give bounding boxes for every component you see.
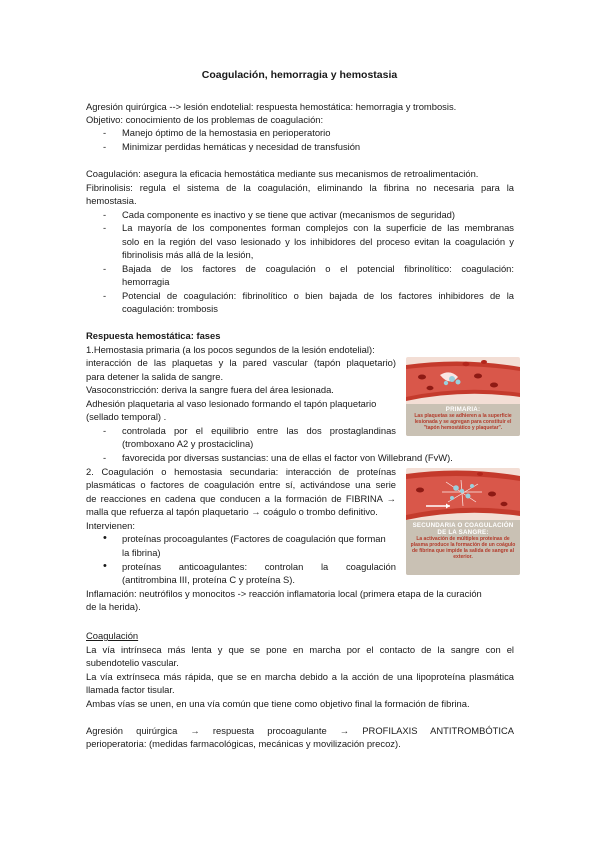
intrinsic-pathway-line: La vía intrínseca más lenta y que se pone en marcha por el contacto de la sangre con el — [86, 644, 514, 655]
intro-line: Agresión quirúrgica --> lesión endotelial: respuesta hemostática: hemorragia y trombosis. — [86, 101, 457, 112]
extrinsic-pathway-line: llamada factor tisular. — [86, 684, 175, 695]
vasoconstriction-line: Vasoconstricción: deriva la sangre fuera del área lesionada. — [86, 384, 334, 395]
secondary-hemostasis-illustration — [406, 468, 520, 575]
figure-caption-title: PRIMARIA: — [445, 406, 481, 413]
bullet-text: (tromboxano A2 y prostaciclina) — [122, 438, 254, 449]
figure-caption-text: Las plaquetas se adhieren a la superficie lesionada y se agregan para constituir el "tapón hemostático y plaquetar". — [414, 413, 512, 431]
phase1-line: interacción de las plaquetas y la pared vascular (tapón plaquetario) — [86, 357, 396, 368]
bullet-text: Minimizar perdidas hemáticas y necesidad de transfusión — [122, 141, 361, 152]
bullet-text: la fibrina) — [122, 547, 161, 558]
bullet-dash: - — [103, 452, 107, 463]
bullet-text: (antitrombina III, proteína C y proteína S). — [122, 574, 295, 585]
bullet-text: fibrinolisis más allá de la lesión, — [122, 249, 254, 260]
figure-caption-title: SECUNDARIA O COAGULACIÓN DE LA SANGRE: — [412, 522, 514, 536]
bullet-text: favorecida por diversas sustancias: una de ellas el factor von Willebrand (FvW). — [122, 452, 453, 463]
bullet-text: proteínas anticoagulantes: controlan la coagulación — [122, 561, 396, 572]
phase1-line: para detener la salida de sangre. — [86, 371, 224, 382]
bullet-text: Cada componente es inactivo y se tiene que activar (mecanismos de seguridad) — [122, 209, 455, 220]
bullet-text: proteínas procoagulantes (Factores de coagulación que forman — [122, 533, 386, 544]
bullet-text: controlada por el equilibrio entre las dos prostaglandinas — [122, 425, 396, 436]
section-heading: Respuesta hemostática: fases — [86, 330, 221, 341]
adhesion-line: Adhesión plaquetaria al vaso lesionado formando el tapón plaquetario — [86, 398, 377, 409]
fibrinolysis-line-end: hemostasia. — [86, 195, 137, 206]
bullet-text: Manejo óptimo de la hemostasia en perioperatorio — [122, 127, 331, 138]
bullet-text: solo en la región del vaso lesionado y los inhibidores del proceso evitan la coagulación y — [122, 236, 514, 247]
phase2-line: malla que refuerza al tapón plaquetario → coágulo o trombo definitivo. — [86, 506, 378, 517]
section-heading: Coagulación — [86, 630, 139, 641]
bullet-text: coagulación: trombosis — [122, 303, 218, 314]
inflammation-line: de la herida). — [86, 601, 141, 612]
bullet-text: La mayoría de los componentes forman complejos con la superficie de las membranas — [122, 222, 514, 233]
phase2-line: 2. Coagulación o hemostasia secundaria: interacción de proteínas — [86, 466, 396, 477]
bullet-dash: - — [103, 209, 107, 220]
figure-caption — [406, 404, 520, 436]
bullet-dash: - — [103, 263, 107, 274]
figure-caption-text: La activación de múltiples proteínas de plasma produce la formación de un coágulo de fibrina que impide la salida de sangre al exterior. — [410, 536, 516, 560]
inflammation-line: Inflamación: neutrófilos y monocitos -> reacción inflamatoria local (primera etapa de la curación — [86, 588, 482, 599]
phase2-line: plasmáticas o factores de coagulación entre sí, activándose una serie — [86, 479, 396, 490]
bullet-dot: • — [103, 560, 107, 572]
extrinsic-pathway-line: La vía extrínseca más rápida, que se en marcha debido a la acción de una lipoproteína plasmática — [86, 671, 514, 682]
figure-caption — [406, 520, 520, 575]
intrinsic-pathway-line: subendotelio vascular. — [86, 657, 179, 668]
common-pathway-line: Ambas vías se unen, en una vía común que tiene como objetivo final la formación de fibrina. — [86, 698, 470, 709]
bullet-text: Potencial de coagulación: fibrinolítico o bien bajada de los factores inhibidores de la — [122, 290, 514, 301]
bullet-dash: - — [103, 290, 107, 301]
bullet-dash: - — [103, 127, 107, 138]
intervienen-label: Intervienen: — [86, 520, 135, 531]
prophylaxis-line: perioperatoria: (medidas farmacológicas, mecánicas y movilización precoz). — [86, 738, 401, 749]
primary-hemostasis-illustration — [406, 357, 520, 436]
bullet-dash: - — [103, 425, 107, 436]
bullet-dash: - — [103, 222, 107, 233]
phase2-line: de reacciones en cadena que conducen a la formación de FIBRINA → — [86, 493, 396, 504]
coagulation-line: Coagulación: asegura la eficacia hemostática mediante sus mecanismos de retroalimentación. — [86, 168, 479, 179]
fibrinolysis-line: Fibrinolisis: regula el sistema de la coagulación, eliminando la fibrina no necesaria para la — [86, 182, 514, 193]
page-title: Coagulación, hemorragia y hemostasia — [201, 69, 398, 81]
bullet-dash: - — [103, 141, 107, 152]
bullet-dot: • — [103, 532, 107, 544]
phase1-line: 1.Hemostasia primaria (a los pocos segundos de la lesión endotelial): — [86, 344, 375, 355]
adhesion-line: (sellado temporal) . — [86, 411, 167, 422]
bullet-text: hemorragia — [122, 276, 170, 287]
bullet-text: Bajada de los factores de coagulación o el potencial fibrinolítico: coagulación: — [122, 263, 514, 274]
objective-line: Objetivo: conocimiento de los problemas de coagulación: — [86, 114, 324, 125]
prophylaxis-line: Agresión quirúrgica → respuesta procoagulante → PROFILAXIS ANTITROMBÓTICA — [86, 725, 514, 736]
